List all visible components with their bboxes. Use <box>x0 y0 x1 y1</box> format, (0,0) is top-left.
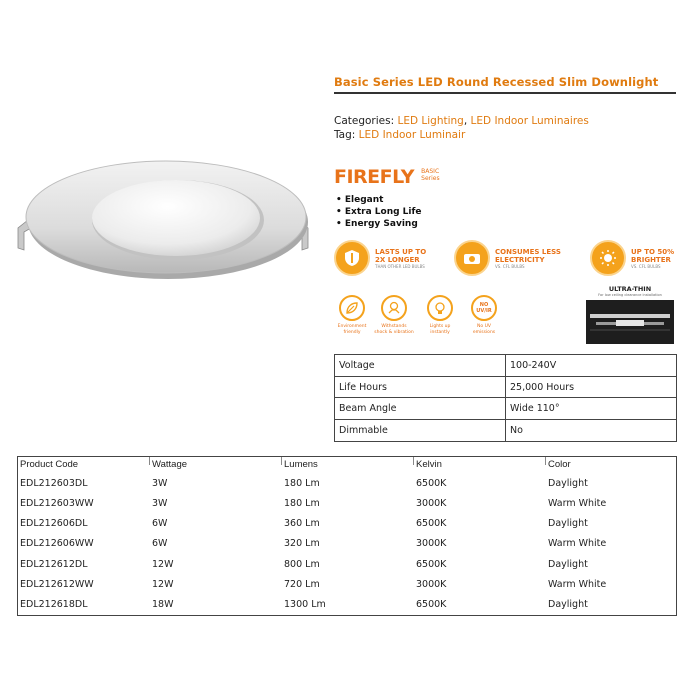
table-cell: EDL212618DL <box>20 599 88 610</box>
spec-row <box>335 376 677 398</box>
column-header: Product Code <box>20 459 79 470</box>
spec-row <box>335 398 677 420</box>
table-cell: 3000K <box>416 579 447 590</box>
table-cell: 6500K <box>416 518 447 529</box>
spec-label: Voltage <box>335 355 506 377</box>
badge-longevity <box>334 240 426 276</box>
feature-no-uv <box>458 295 510 335</box>
table-cell: 3000K <box>416 538 447 549</box>
column-divider <box>413 457 414 465</box>
badge-brightness <box>590 240 674 276</box>
table-cell: Warm White <box>548 538 607 549</box>
ultra-thin-illustration <box>586 300 674 344</box>
bullet-item: • Extra Long Life <box>336 207 422 217</box>
table-cell: 6500K <box>416 599 447 610</box>
spec-row <box>335 420 677 442</box>
column-divider <box>149 457 150 465</box>
table-cell: Daylight <box>548 518 588 529</box>
table-cell: EDL212603DL <box>20 478 88 489</box>
table-cell: 6W <box>152 538 168 549</box>
table-row <box>18 559 678 573</box>
categories-line <box>334 115 589 127</box>
category-separator: , <box>463 115 468 127</box>
table-cell: 3W <box>152 478 168 489</box>
no-uv-icon <box>471 295 497 321</box>
brand-series <box>421 168 439 182</box>
table-cell: Warm White <box>548 498 607 509</box>
no-uv-glyph: UV/IR <box>476 308 492 314</box>
table-cell: 6500K <box>416 478 447 489</box>
table-cell: 12W <box>152 579 174 590</box>
column-divider <box>281 457 282 465</box>
spec-value: Wide 110° <box>506 398 677 420</box>
spec-row <box>335 355 677 377</box>
table-cell: 720 Lm <box>284 579 320 590</box>
table-row <box>18 518 678 532</box>
feature-label: No UV <box>477 324 491 329</box>
brand-series-line1: BASIC <box>421 168 440 175</box>
savings-icon <box>454 240 490 276</box>
table-cell: EDL212606DL <box>20 518 88 529</box>
tag-link[interactable]: LED Indoor Luminair <box>358 129 466 141</box>
feature-label: Lights up <box>429 324 451 329</box>
table-cell: EDL212612DL <box>20 559 88 570</box>
brightness-icon <box>590 240 626 276</box>
table-cell: EDL212612WW <box>20 579 94 590</box>
feature-shock <box>368 295 420 335</box>
table-cell: EDL212603WW <box>20 498 94 509</box>
badge-headline: UP TO 50% <box>631 247 675 256</box>
table-cell: 800 Lm <box>284 559 320 570</box>
spec-value: 100-240V <box>506 355 677 377</box>
table-cell: 12W <box>152 559 174 570</box>
table-cell: 6W <box>152 518 168 529</box>
spec-label: Beam Angle <box>335 398 506 420</box>
badge-headline: 2X LONGER <box>375 255 420 264</box>
feature-label: shock & vibration <box>374 329 414 335</box>
table-row <box>18 599 678 613</box>
table-cell: 1300 Lm <box>284 599 326 610</box>
feature-label: emissions <box>472 329 496 335</box>
category-link-led-lighting[interactable]: LED Lighting <box>397 115 464 127</box>
shield-icon <box>334 240 370 276</box>
hand-bulb-icon <box>381 295 407 321</box>
table-cell: 6500K <box>416 559 447 570</box>
spec-label: Dimmable <box>335 420 506 442</box>
table-cell: 180 Lm <box>284 498 320 509</box>
ultra-thin-panel <box>586 285 674 344</box>
table-row <box>18 478 678 492</box>
column-divider <box>545 457 546 465</box>
table-cell: Daylight <box>548 599 588 610</box>
badge-savings <box>454 240 561 276</box>
badge-subtext: THAN OTHER LED BULBS <box>375 263 425 269</box>
table-cell: 3W <box>152 498 168 509</box>
table-cell: 180 Lm <box>284 478 320 489</box>
leaf-icon <box>339 295 365 321</box>
column-header: Color <box>548 459 571 470</box>
table-cell: EDL212606WW <box>20 538 94 549</box>
tag-line <box>334 129 465 141</box>
table-cell: 320 Lm <box>284 538 320 549</box>
table-cell: 3000K <box>416 498 447 509</box>
feature-bullets <box>336 194 422 230</box>
feature-label: friendly <box>343 329 361 335</box>
table-header-row <box>18 459 678 473</box>
bullet-item: • Energy Saving <box>336 219 418 229</box>
badge-subtext: VS. CFL BULBS <box>631 263 661 269</box>
ultra-thin-title: ULTRA-THIN <box>608 285 652 293</box>
badge-headline: LASTS UP TO <box>375 247 427 256</box>
table-cell: 360 Lm <box>284 518 320 529</box>
table-cell: Daylight <box>548 478 588 489</box>
column-header: Lumens <box>284 459 318 470</box>
brand-name: FIREFLY <box>334 166 415 188</box>
product-table <box>17 456 677 616</box>
brand-logo <box>334 166 440 188</box>
table-cell: Daylight <box>548 559 588 570</box>
product-title: Basic Series LED Round Recessed Slim Downlight <box>334 75 659 89</box>
table-cell: Warm White <box>548 579 607 590</box>
column-header: Kelvin <box>416 459 442 470</box>
title-divider <box>334 92 676 94</box>
bulb-icon <box>427 295 453 321</box>
badge-headline: BRIGHTER <box>631 255 671 264</box>
feature-label: instantly <box>430 329 450 335</box>
categories-label: Categories: <box>334 115 395 127</box>
column-header: Wattage <box>152 459 188 470</box>
feature-label: Environment <box>337 324 367 329</box>
spec-table <box>334 354 677 442</box>
downlight-product-image <box>10 140 325 290</box>
ultra-thin-subtitle: For low ceiling clearance installation <box>598 293 662 297</box>
brand-series-line2: Series <box>421 175 440 182</box>
badge-headline: ELECTRICITY <box>495 255 545 264</box>
table-row <box>18 498 678 512</box>
table-row <box>18 579 678 593</box>
spec-value: 25,000 Hours <box>506 376 677 398</box>
no-uv-glyph: NO <box>479 302 489 308</box>
table-row <box>18 538 678 552</box>
badge-headline: CONSUMES LESS <box>495 247 561 256</box>
table-cell: 18W <box>152 599 174 610</box>
spec-value: No <box>506 420 677 442</box>
tag-label: Tag: <box>334 129 356 141</box>
feature-label: Withstands <box>381 324 407 329</box>
bullet-item: • Elegant <box>336 195 384 205</box>
category-link-led-indoor-luminaires[interactable]: LED Indoor Luminaires <box>470 115 589 127</box>
spec-label: Life Hours <box>335 376 506 398</box>
badge-subtext: VS. CFL BULBS <box>495 263 525 269</box>
